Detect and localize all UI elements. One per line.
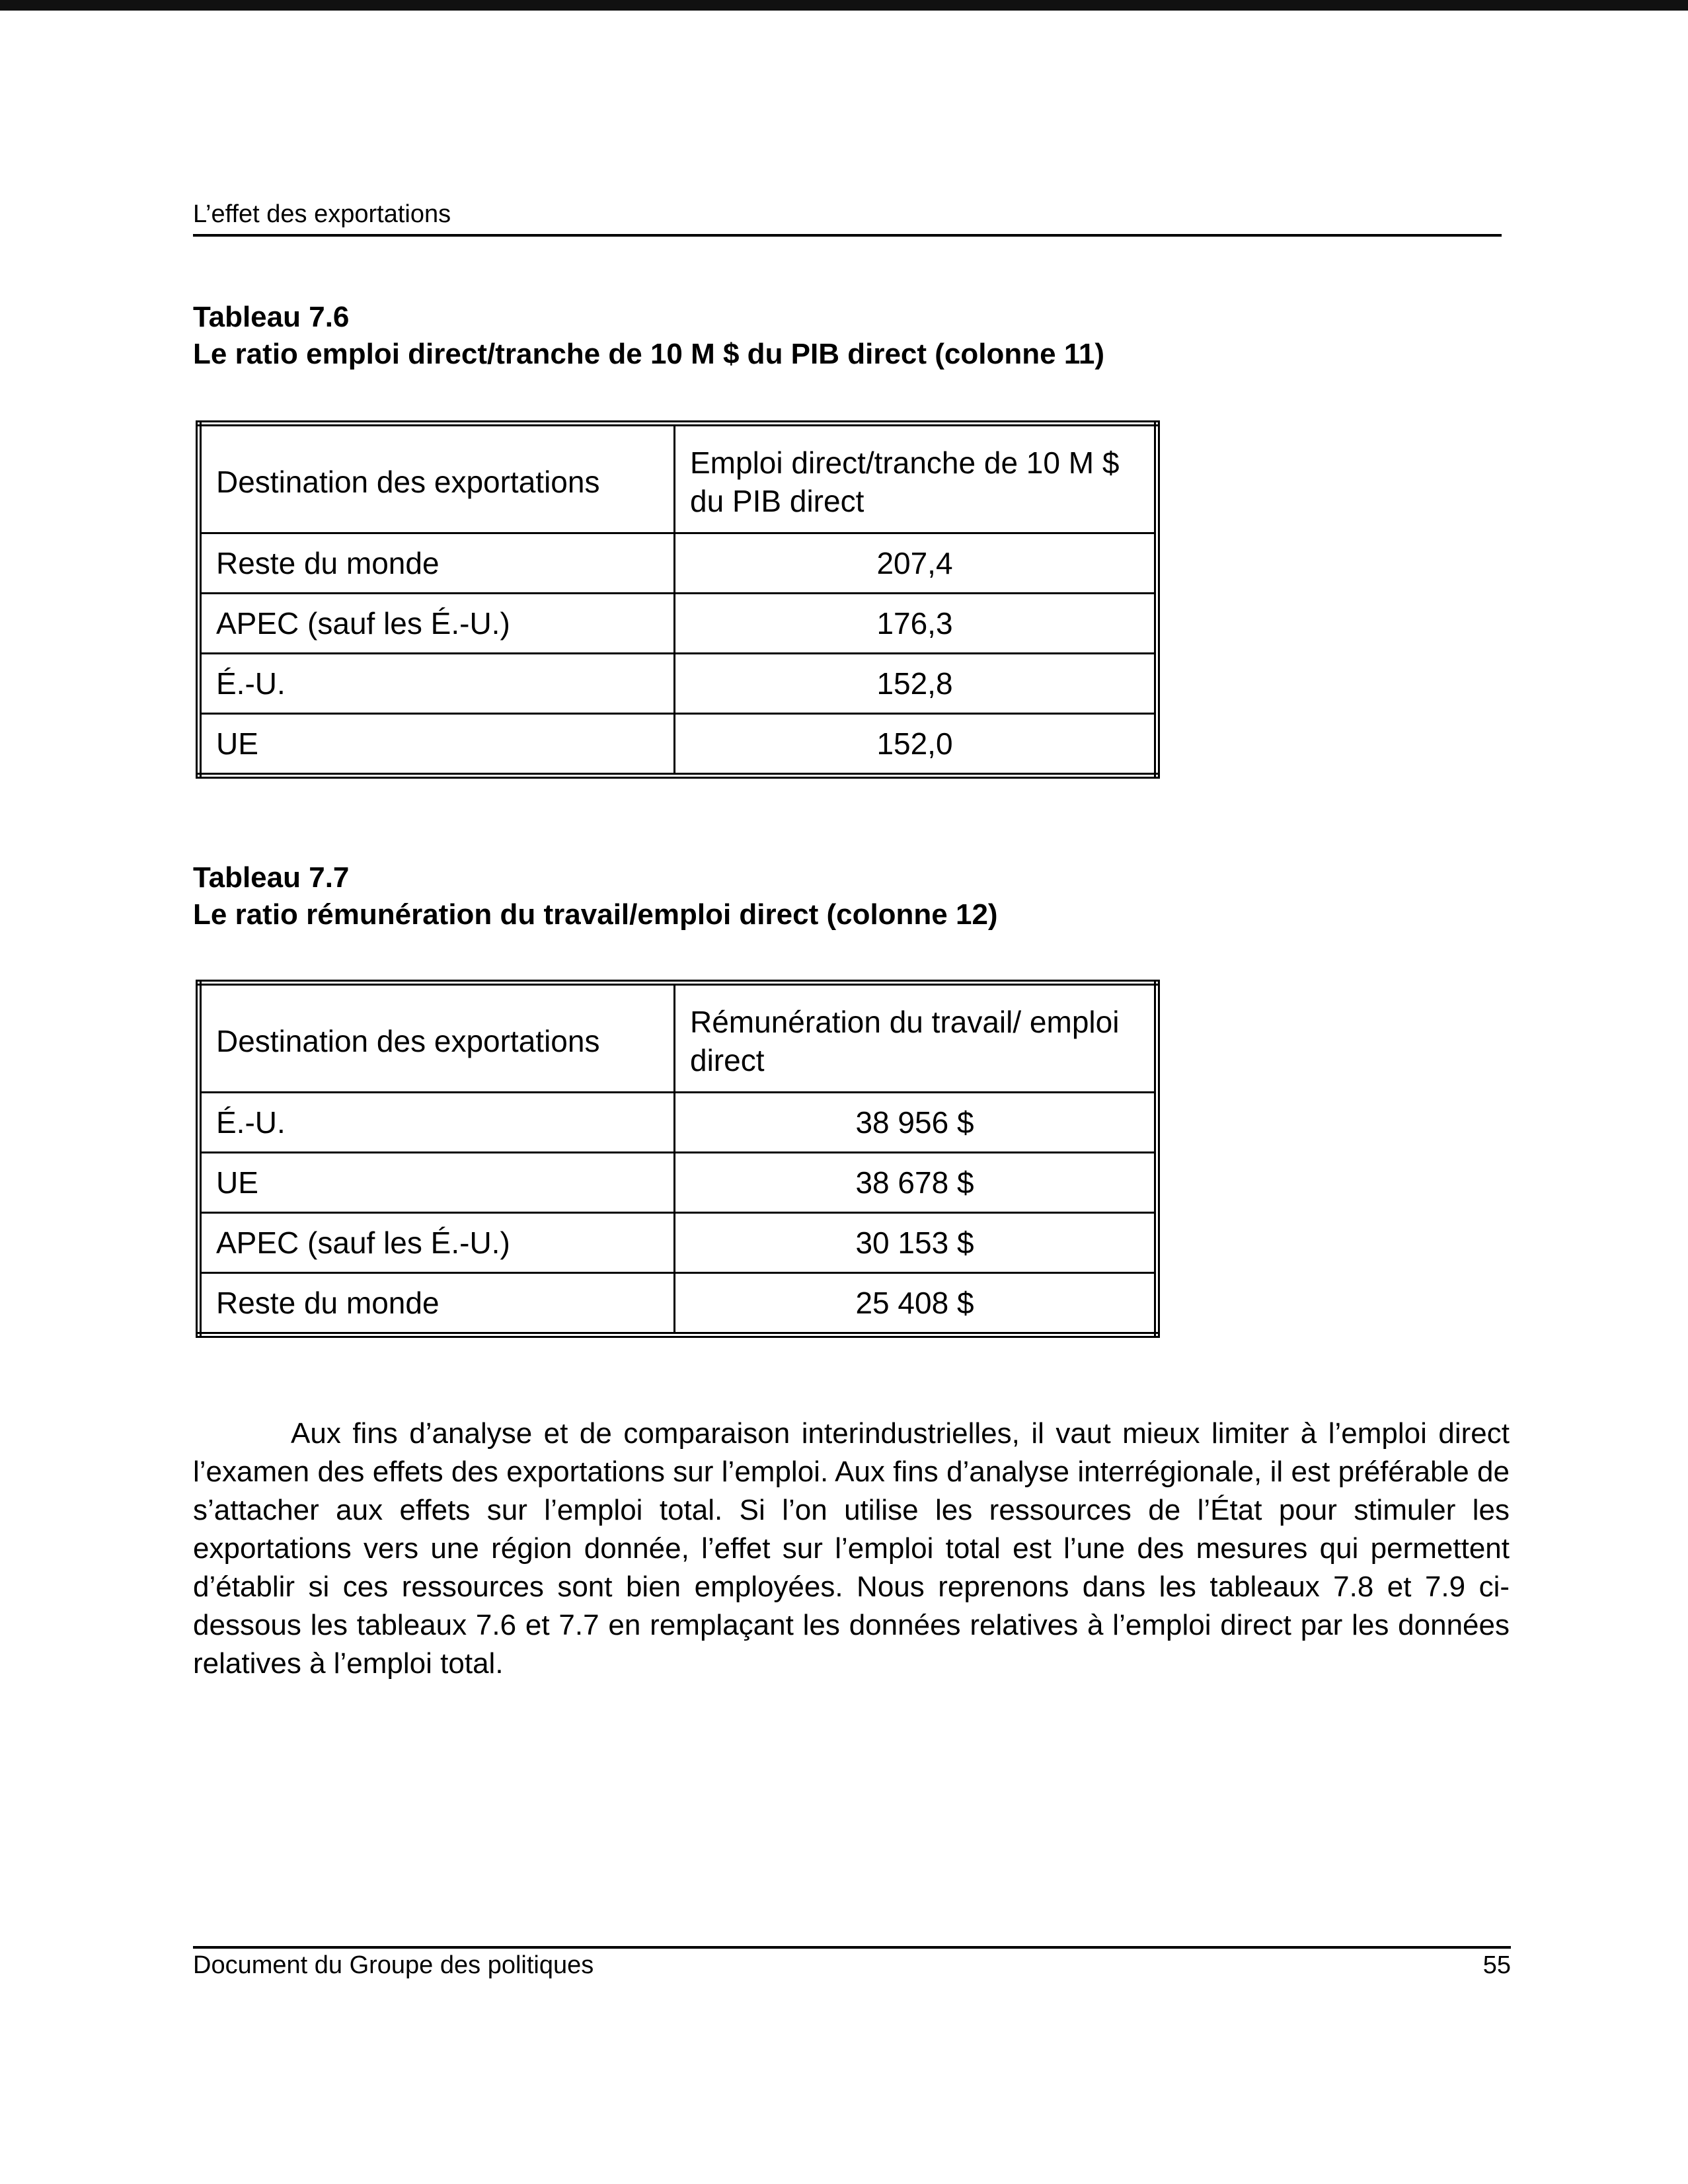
value-cell: 25 408 $ bbox=[675, 1273, 1157, 1335]
table-7-6-caption: Le ratio emploi direct/tranche de 10 M $ du PIB direct (colonne 11) bbox=[193, 338, 1104, 370]
destination-cell: UE bbox=[199, 714, 675, 776]
table-7-6-heading bbox=[193, 299, 1104, 373]
page-top-border bbox=[0, 0, 1688, 11]
table-7-7 bbox=[196, 980, 1160, 1338]
table-row bbox=[199, 714, 1157, 776]
column-header-value: Rémunération du travail/ emploi direct bbox=[675, 983, 1157, 1093]
value-cell: 207,4 bbox=[675, 533, 1157, 594]
destination-cell: É.-U. bbox=[199, 1093, 675, 1153]
table-7-7-caption: Le ratio rémunération du travail/emploi direct (colonne 12) bbox=[193, 898, 998, 931]
table-header-row bbox=[199, 983, 1157, 1093]
page-number: 55 bbox=[1482, 1951, 1511, 1979]
column-header-destination: Destination des exportations bbox=[199, 424, 675, 533]
table-row bbox=[199, 594, 1157, 654]
table-7-6 bbox=[196, 420, 1160, 779]
destination-cell: APEC (sauf les É.-U.) bbox=[199, 594, 675, 654]
table-header-row bbox=[199, 424, 1157, 533]
destination-cell: UE bbox=[199, 1153, 675, 1213]
table-row bbox=[199, 1093, 1157, 1153]
table-row bbox=[199, 533, 1157, 594]
value-cell: 38 956 $ bbox=[675, 1093, 1157, 1153]
table-row bbox=[199, 1213, 1157, 1273]
table-row bbox=[199, 1153, 1157, 1213]
footer-publication: Document du Groupe des politiques bbox=[193, 1951, 594, 1979]
column-header-destination: Destination des exportations bbox=[199, 983, 675, 1093]
value-cell: 152,8 bbox=[675, 654, 1157, 714]
table-7-6-label: Tableau 7.6 bbox=[193, 301, 350, 333]
value-cell: 152,0 bbox=[675, 714, 1157, 776]
value-cell: 30 153 $ bbox=[675, 1213, 1157, 1273]
table-row bbox=[199, 1273, 1157, 1335]
column-header-value: Emploi direct/tranche de 10 M $ du PIB direct bbox=[675, 424, 1157, 533]
table-7-7-label: Tableau 7.7 bbox=[193, 861, 350, 894]
destination-cell: É.-U. bbox=[199, 654, 675, 714]
destination-cell: Reste du monde bbox=[199, 533, 675, 594]
running-header-title: L’effet des exportations bbox=[193, 200, 451, 228]
destination-cell: Reste du monde bbox=[199, 1273, 675, 1335]
value-cell: 176,3 bbox=[675, 594, 1157, 654]
body-paragraph: Aux fins d’analyse et de comparaison interindustrielles, il vaut mieux limiter à l’emploi direct l’examen des effets des exportations sur l’emploi. Aux fins d’analyse interrégionale, il est préférable de s’attacher aux effets sur l’emploi total. Si l’on utilise les ressources de l’État pour stimuler les exportations vers une région donnée, l’effet sur l’emploi total est l’une des mesures qui permettent d’établir si ces ressources sont bien employées. Nous reprenons dans les tableaux 7.8 et 7.9 ci-dessous les tableaux 7.6 et 7.7 en remplaçant les données relatives à l’emploi direct par les données relatives à l’emploi total. bbox=[193, 1417, 1510, 1680]
table-row bbox=[199, 654, 1157, 714]
destination-cell: APEC (sauf les É.-U.) bbox=[199, 1213, 675, 1273]
page-footer bbox=[193, 1946, 1511, 1986]
running-header bbox=[193, 194, 1502, 237]
table-7-7-heading bbox=[193, 859, 998, 933]
value-cell: 38 678 $ bbox=[675, 1153, 1157, 1213]
